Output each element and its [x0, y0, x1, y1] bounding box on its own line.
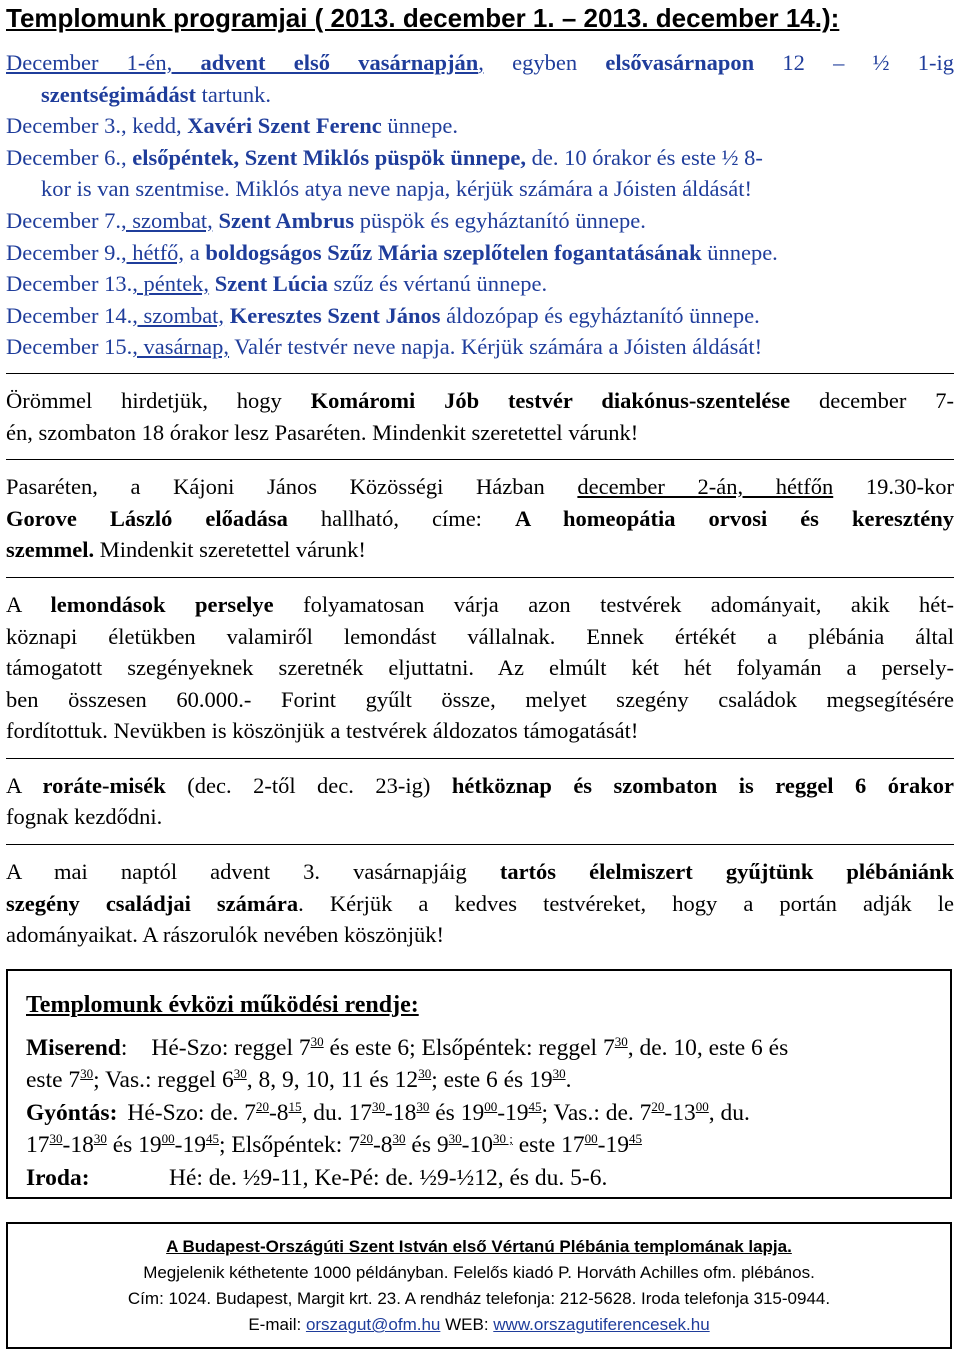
- schedule-item: December 9., hétfő, a boldogságos Szűz Mária szeplőtelen fogantatásának ünnepe.: [6, 239, 778, 265]
- page-title: Templomunk programjai ( 2013. december 1. – 2013. december 14.):: [6, 3, 840, 33]
- mass-schedule: Miserend: Hé-Szo: reggel $7^{30}$ és este 6; Elsőpéntek: reggel $7^{30}$, de. 10, este 6 és: [26, 1033, 789, 1061]
- schedule-item: December 15., vasárnap, Valér testvér neve napja. Kérjük számára a Jóisten áldását!: [6, 334, 763, 360]
- bulletin-page: [6, 0, 955, 1334]
- schedule-list: [6, 47, 954, 363]
- announcement-renunciation-box: A lemondások perselye folyamatosan várja azon testvérek adományait, akik hét- köznapi életükben valamiről lemondást vállalnak. Ennek értékét a plébánia által támogatott szegényeknek szeretnék eljuttatni. Az elmúlt két hét folyamán a persely- ben összesen 60.000.- Forint gyűlt össze, melyet szegény családok megsegítésére fordítottuk. Nevükben is köszönjük a testvérek áldozatos támogatását!: [6, 591, 955, 744]
- divider: [6, 459, 954, 460]
- church-schedule-box: [6, 969, 952, 1199]
- publisher-footer: [6, 1222, 952, 1349]
- schedule-item: December 14., szombat, Keresztes Szent János áldozópap és egyháztanító ünnepe.: [6, 302, 760, 328]
- announcement-lecture: Pasaréten, a Kájoni János Közösségi Házban december 2-án, hétfőn 19.30-kor Gorove László előadása hallható, címe: A homeopátia orvosi és keresztény szemmel. Mindenkit szeretettel várunk!: [6, 474, 954, 563]
- divider: [6, 373, 954, 374]
- office-hours: Iroda: Hé: de. ½9-11, Ke-Pé: de. ½9-½12, és du. 5-6.: [26, 1164, 608, 1191]
- footer-publication-info: Megjelenik kéthetente 1000 példányban. Felelős kiadó P. Horváth Achilles ofm. plébános.: [143, 1263, 815, 1282]
- footer-title: A Budapest-Országúti Szent István első Vértanú Plébánia templomának lapja.: [166, 1237, 792, 1256]
- announcement-rorate: A roráte-misék (dec. 2-től dec. 23-ig) hétköznap és szombaton is reggel 6 órakor fognak kezdődni.: [6, 772, 954, 830]
- confession-schedule-cont: $17^{30}-18^{30}$ és $19^{00}-19^{45}$; Elsőpéntek: $7^{20}-8^{30}$ és $9^{30}-10^{30 ;}$ este $17^{00}-19^{45}$: [26, 1131, 642, 1158]
- schedule-item-cont: kor is van szentmise. Miklós atya neve napja, kérjük számára a Jóisten áldását!: [41, 176, 753, 202]
- footer-address: Cím: 1024. Budapest, Margit krt. 23. A rendház telefonja: 212-5628. Iroda telefonja 315-0944.: [127, 1289, 831, 1308]
- schedule-item: December 7., szombat, Szent Ambrus püspök és egyháztanító ünnepe.: [6, 207, 646, 233]
- mass-schedule-cont: este $7^{30}$; Vas.: reggel $6^{30}$, 8, 9, 10, 11 és $12^{30}$; este 6 és $19^{30}$.: [26, 1066, 572, 1093]
- schedule-item: December 6., elsőpéntek, Szent Miklós püspök ünnepe, de. 10 órakor és este ½ 8-: [6, 144, 763, 170]
- schedule-item: December 1-én, advent első vasárnapján, egyben elsővasárnapon 12 – ½ 1-ig: [6, 50, 955, 75]
- schedule-box-title: Templomunk évközi működési rendje:: [26, 992, 419, 1018]
- divider: [6, 844, 954, 845]
- website-link[interactable]: www.orszagutiferencesek.hu: [493, 1315, 710, 1334]
- announcement-diaconate: Örömmel hirdetjük, hogy Komáromi Jób testvér diakónus-szentelése december 7- én, szombaton 18 órakor lesz Pasaréten. Mindenkit szeretettel várunk!: [6, 387, 954, 445]
- schedule-item-cont: szentségimádást tartunk.: [41, 81, 271, 107]
- confession-schedule: Gyóntás: Hé-Szo: de. $7^{20}-8^{15}$, du. $17^{30}-18^{30}$ és $19^{00}-19^{45}$; Vas.: de. $7^{20}-13^{00}$, du.: [26, 1098, 750, 1126]
- footer-contact: E-mail: orszagut@ofm.hu WEB: www.orszagutiferencesek.hu: [248, 1315, 710, 1334]
- divider: [6, 577, 954, 578]
- schedule-item: December 3., kedd, Xavéri Szent Ferenc ünnepe.: [6, 113, 458, 139]
- announcement-food-collection: A mai naptól advent 3. vasárnapjáig tartós élelmiszert gyűjtünk plébániánk szegény családjai számára. Kérjük a kedves testvéreket, hogy a portán adják le adományaikat. A rászorulók nevében köszönjük!: [6, 859, 955, 948]
- email-link[interactable]: orszagut@ofm.hu: [305, 1315, 441, 1334]
- divider: [6, 758, 954, 759]
- schedule-item: December 13., péntek, Szent Lúcia szűz és vértanú ünnepe.: [6, 271, 548, 297]
